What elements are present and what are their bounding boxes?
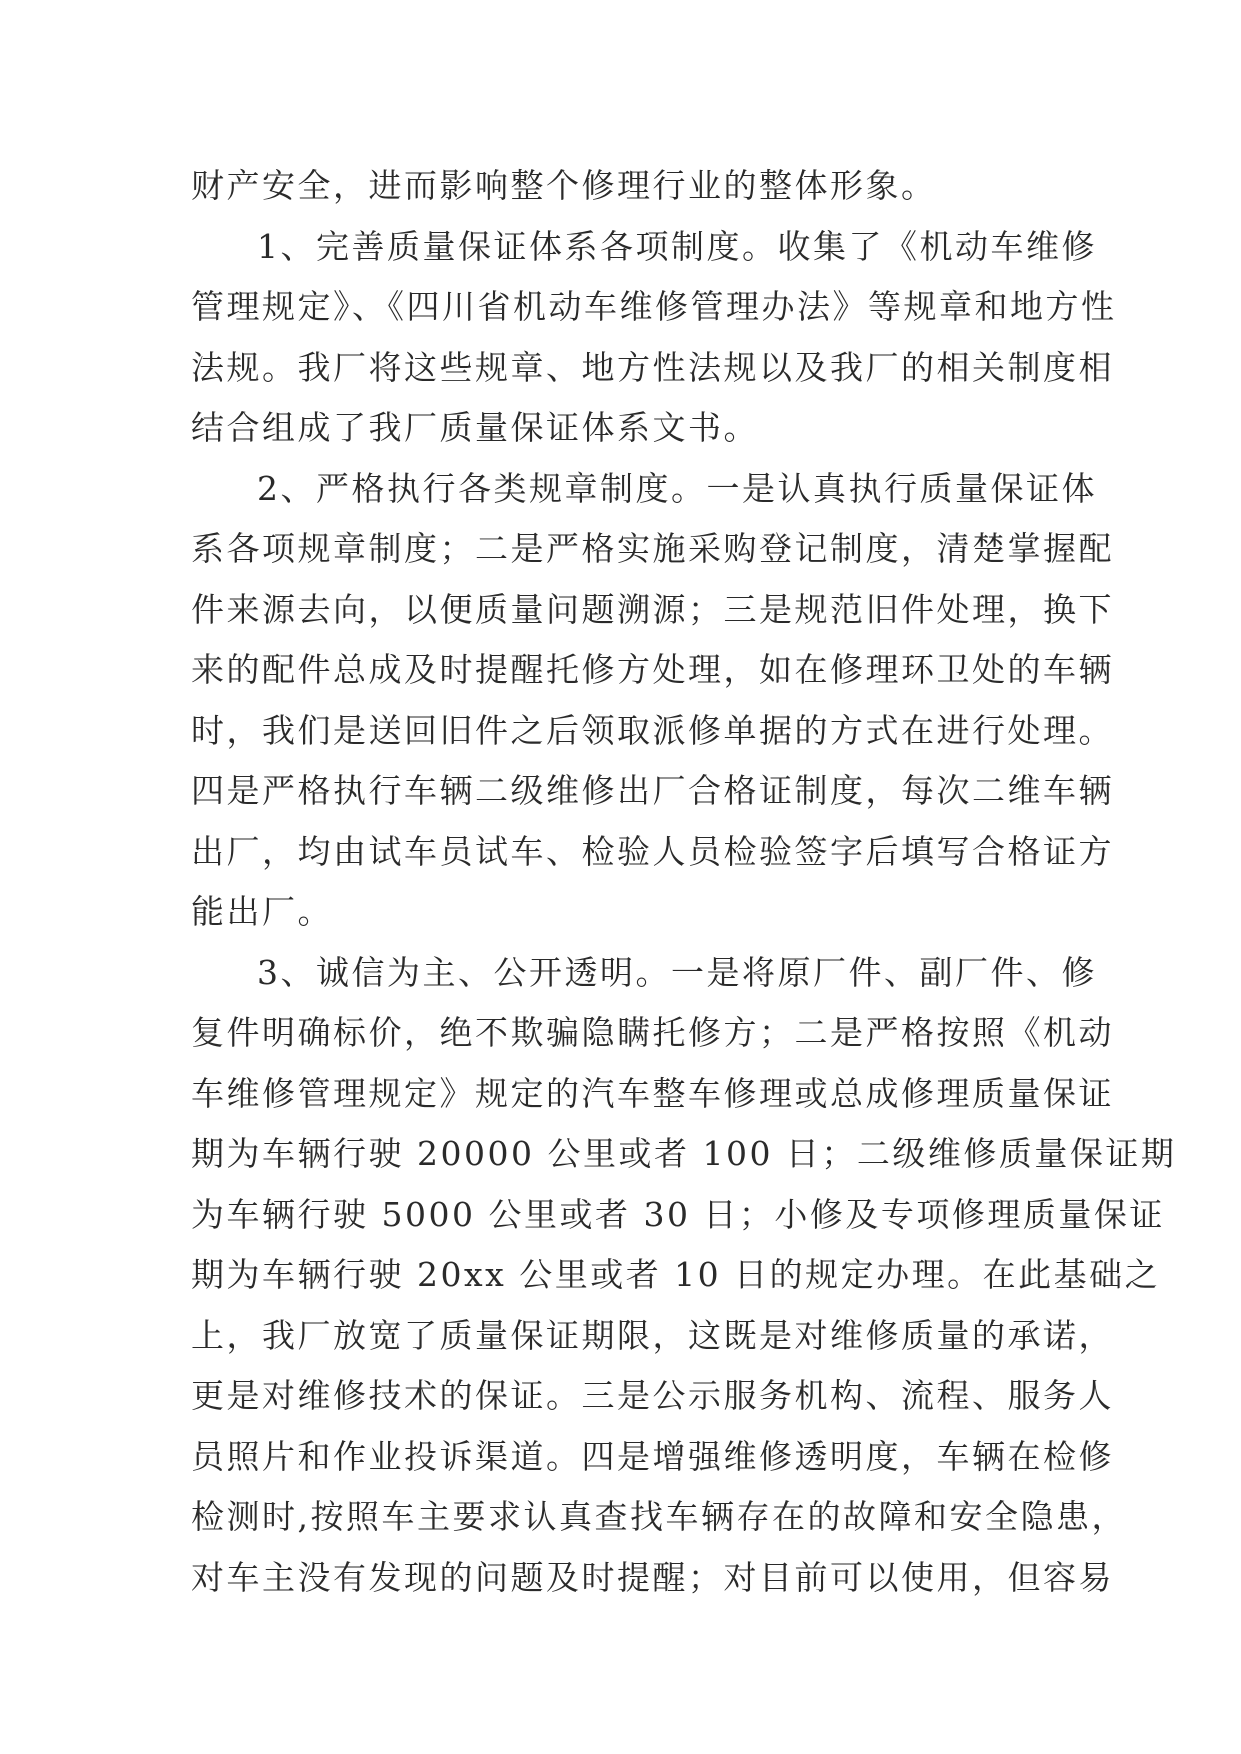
- text-line: 更是对维修技术的保证。三是公示服务机构、流程、服务人: [191, 1376, 1114, 1415]
- text-line: 复件明确标价，绝不欺骗隐瞒托修方；二是严格按照《机动: [191, 1013, 1114, 1052]
- text-line: 期为车辆行驶 20xx 公里或者 10 日的规定办理。在此基础之: [191, 1255, 1161, 1294]
- text-line: 财产安全，进而影响整个修理行业的整体形象。: [191, 166, 937, 205]
- text-line: 能出厂。: [191, 892, 333, 931]
- paragraph-3-start: 3、诚信为主、公开透明。一是将原厂件、副厂件、修: [257, 952, 1097, 992]
- text-line: 法规。我厂将这些规章、地方性法规以及我厂的相关制度相: [191, 347, 1114, 387]
- paragraph-2-start: 2、严格执行各类规章制度。一是认真执行质量保证体: [257, 468, 1097, 508]
- paragraph-1-start: 1、完善质量保证体系各项制度。收集了《机动车维修: [257, 226, 1097, 266]
- text-line: 车维修管理规定》规定的汽车整车修理或总成修理质量保证: [191, 1073, 1114, 1113]
- document-body: [191, 156, 1177, 1608]
- text-line: 上，我厂放宽了质量保证期限，这既是对维修质量的承诺，: [191, 1315, 1114, 1355]
- text-line: 来的配件总成及时提醒托修方处理，如在修理环卫处的车辆: [191, 650, 1114, 689]
- text-line: 四是严格执行车辆二级维修出厂合格证制度，每次二维车辆: [191, 771, 1114, 810]
- text-line: 检测时,按照车主要求认真查找车辆存在的故障和安全隐患，: [191, 1497, 1127, 1536]
- text-line: 期为车辆行驶 20000 公里或者 100 日；二级维修质量保证期: [191, 1134, 1177, 1173]
- text-line: 结合组成了我厂质量保证体系文书。: [191, 408, 759, 447]
- text-line: 时，我们是送回旧件之后领取派修单据的方式在进行处理。: [191, 710, 1114, 750]
- text-line: 出厂，均由试车员试车、检验人员检验签字后填写合格证方: [191, 831, 1114, 871]
- text-line: 件来源去向，以便质量问题溯源；三是规范旧件处理，换下: [191, 589, 1114, 629]
- text-line: 对车主没有发现的问题及时提醒；对目前可以使用，但容易: [191, 1557, 1114, 1597]
- text-line: 员照片和作业投诉渠道。四是增强维修透明度，车辆在检修: [191, 1436, 1114, 1476]
- text-line: 管理规定》、《四川省机动车维修管理办法》等规章和地方性: [191, 287, 1117, 326]
- text-line: 为车辆行驶 5000 公里或者 30 日；小修及专项修理质量保证: [191, 1194, 1165, 1234]
- text-line: 系各项规章制度；二是严格实施采购登记制度，清楚掌握配: [191, 529, 1114, 568]
